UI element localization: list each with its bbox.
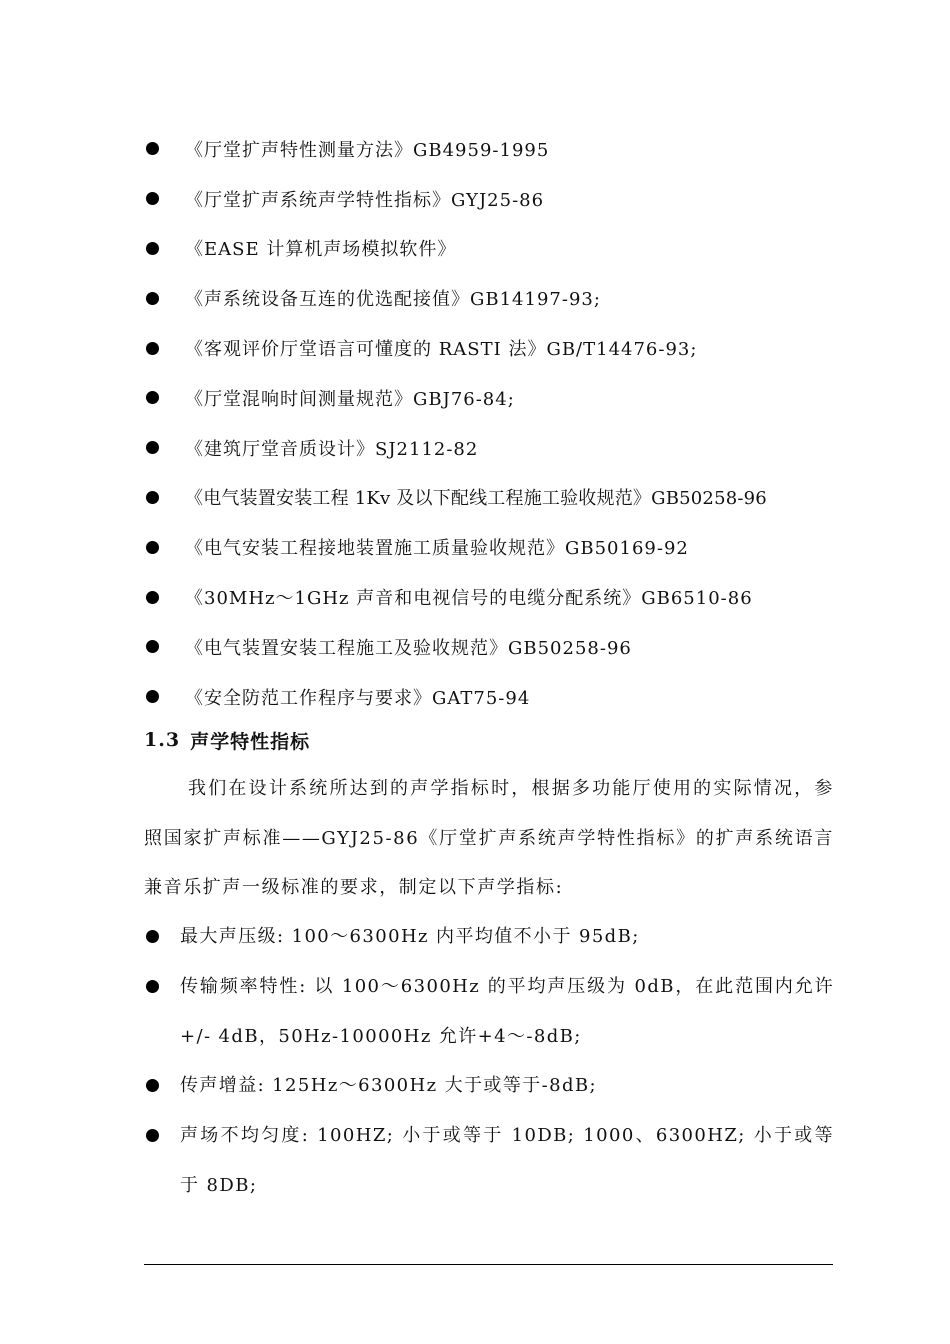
- spec-text: 传声增益: 125Hz～6300Hz 大于或等于-8dB;: [180, 1075, 597, 1097]
- list-item: [144, 373, 844, 423]
- bullet-icon: [146, 391, 159, 404]
- standard-text: 《厅堂扩声特性测量方法》GB4959-1995: [185, 139, 550, 161]
- standard-text: 《EASE 计算机声场模拟软件》: [185, 239, 457, 261]
- bullet-icon: [146, 441, 159, 454]
- list-item: [144, 672, 844, 722]
- list-item: [144, 522, 844, 572]
- standard-text: 《客观评价厅堂语言可懂度的 RASTI 法》GB/T14476-93;: [185, 339, 698, 361]
- standard-text: 《安全防范工作程序与要求》GAT75-94: [185, 687, 531, 709]
- list-item: [144, 423, 844, 473]
- bullet-icon: [146, 690, 159, 703]
- bullet-icon: [146, 142, 159, 155]
- bullet-icon: [146, 192, 159, 205]
- section-number: 1.3: [144, 729, 181, 751]
- standard-text: 《电气装置安装工程施工及验收规范》GB50258-96: [185, 637, 632, 659]
- list-item: [144, 962, 834, 1062]
- standards-list: [144, 124, 844, 722]
- list-item: [144, 622, 844, 672]
- list-item: [144, 473, 844, 523]
- bullet-icon: [146, 980, 159, 993]
- bullet-icon: [146, 930, 159, 943]
- bullet-icon: [146, 541, 159, 554]
- standard-text: 《电气装置安装工程 1Kv 及以下配线工程施工验收规范》GB50258-96: [185, 488, 767, 510]
- standard-text: 《电气安装工程接地装置施工质量验收规范》GB50169-92: [185, 538, 689, 560]
- standard-text: 《厅堂扩声系统声学特性指标》GYJ25-86: [185, 189, 545, 211]
- footer-divider: [144, 1264, 833, 1265]
- bullet-icon: [146, 1079, 159, 1092]
- standard-text: 《建筑厅堂音质设计》SJ2112-82: [185, 438, 479, 460]
- bullet-icon: [146, 242, 159, 255]
- standard-text: 《30MHz～1GHz 声音和电视信号的电缆分配系统》GB6510-86: [185, 588, 753, 610]
- list-item: [144, 572, 844, 622]
- spec-text: 传输频率特性: 以 100～6300Hz 的平均声压级为 0dB，在此范围内允许+/- 4dB，50Hz-10000Hz 允许+4～-8dB;: [180, 975, 834, 1047]
- standard-text: 《声系统设备互连的优选配接值》GB14197-93;: [185, 289, 601, 311]
- list-item: [144, 912, 834, 962]
- section-heading: [144, 722, 310, 758]
- bullet-icon: [146, 591, 159, 604]
- bullet-icon: [146, 491, 159, 504]
- bullet-icon: [146, 640, 159, 653]
- list-item: [144, 273, 844, 323]
- list-item: [144, 224, 844, 274]
- bullet-icon: [146, 292, 159, 305]
- spec-text: 最大声压级: 100～6300Hz 内平均值不小于 95dB;: [180, 926, 640, 947]
- list-item: [144, 323, 844, 373]
- list-item: [144, 174, 844, 224]
- section-title: 声学特性指标: [190, 730, 311, 753]
- list-item: [144, 124, 844, 174]
- intro-paragraph: 我们在设计系统所达到的声学指标时，根据多功能厅使用的实际情况，参照国家扩声标准——GYJ25-86《厅堂扩声系统声学特性指标》的扩声系统语言兼音乐扩声一级标准的要求，制定以下声学指标:: [144, 778, 834, 898]
- standard-text: 《厅堂混响时间测量规范》GBJ76-84;: [185, 388, 515, 410]
- acoustic-specs-list: [144, 912, 834, 1211]
- spec-text: 声场不均匀度: 100HZ; 小于或等于 10DB; 1000、6300HZ; 小于或等于 8DB;: [180, 1125, 834, 1196]
- bullet-icon: [146, 1129, 159, 1142]
- list-item: [144, 1061, 834, 1111]
- bullet-icon: [146, 342, 159, 355]
- list-item: [144, 1111, 834, 1211]
